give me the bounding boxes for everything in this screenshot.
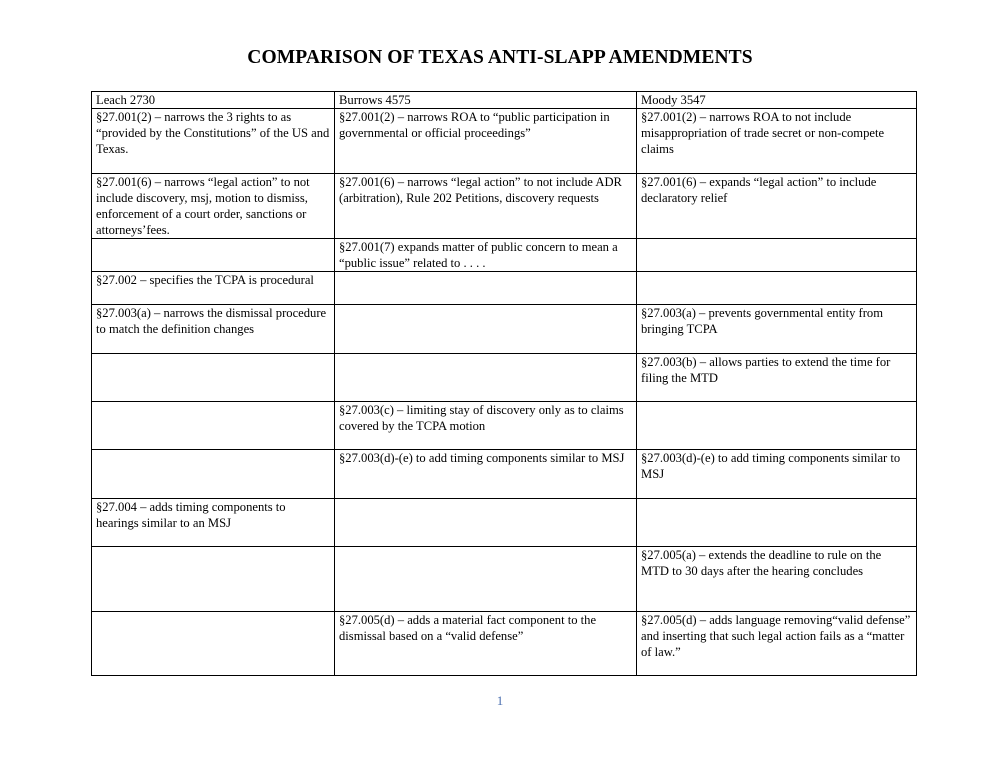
- moody-cell: [637, 239, 917, 272]
- leach-cell: [92, 402, 335, 450]
- table-row: [92, 305, 917, 354]
- page-number: 1: [496, 693, 504, 708]
- column-header-leach: Leach 2730: [92, 92, 335, 109]
- document-title: COMPARISON OF TEXAS ANTI-SLAPP AMENDMENTS: [247, 47, 753, 68]
- burrows-cell: §27.005(d) – adds a material fact component to the dismissal based on a “valid defense”: [335, 612, 637, 676]
- moody-cell: §27.001(2) – narrows ROA to not include misappropriation of trade secret or non-compete claims: [637, 109, 917, 174]
- column-header-moody: Moody 3547: [637, 92, 917, 109]
- table-row: [92, 402, 917, 450]
- moody-cell: §27.003(a) – prevents governmental entity from bringing TCPA: [637, 305, 917, 354]
- leach-cell: §27.002 – specifies the TCPA is procedural: [92, 272, 335, 305]
- leach-cell: [92, 612, 335, 676]
- burrows-cell: [335, 272, 637, 305]
- leach-cell: §27.004 – adds timing components to hearings similar to an MSJ: [92, 499, 335, 547]
- burrows-cell: §27.001(6) – narrows “legal action” to not include ADR (arbitration), Rule 202 Petitions, discovery requests: [335, 174, 637, 239]
- burrows-cell: [335, 354, 637, 402]
- moody-cell: [637, 272, 917, 305]
- table-row: [92, 109, 917, 174]
- table-row: [92, 499, 917, 547]
- moody-cell: §27.005(a) – extends the deadline to rule on the MTD to 30 days after the hearing concludes: [637, 547, 917, 612]
- table-row: [92, 547, 917, 612]
- table-row: [92, 450, 917, 499]
- table-row: [92, 612, 917, 676]
- burrows-cell: §27.003(c) – limiting stay of discovery only as to claims covered by the TCPA motion: [335, 402, 637, 450]
- leach-cell: §27.001(2) – narrows the 3 rights to as “provided by the Constitutions” of the US and Texas.: [92, 109, 335, 174]
- burrows-cell: [335, 305, 637, 354]
- leach-cell: [92, 547, 335, 612]
- leach-cell: [92, 354, 335, 402]
- table-row: [92, 354, 917, 402]
- moody-cell: §27.005(d) – adds language removing“valid defense” and inserting that such legal action fails as a “matter of law.”: [637, 612, 917, 676]
- leach-cell: §27.001(6) – narrows “legal action” to not include discovery, msj, motion to dismiss, enforcement of a court order, sanctions or attorneys’fees.: [92, 174, 335, 239]
- moody-cell: §27.001(6) – expands “legal action” to include declaratory relief: [637, 174, 917, 239]
- moody-cell: §27.003(b) – allows parties to extend the time for filing the MTD: [637, 354, 917, 402]
- burrows-cell: [335, 499, 637, 547]
- moody-cell: [637, 499, 917, 547]
- table-row: [92, 239, 917, 272]
- burrows-cell: §27.001(2) – narrows ROA to “public participation in governmental or official proceedings”: [335, 109, 637, 174]
- table-row: [92, 174, 917, 239]
- burrows-cell: [335, 547, 637, 612]
- burrows-cell: §27.001(7) expands matter of public concern to mean a “public issue” related to . . . .: [335, 239, 637, 272]
- table-row: [92, 272, 917, 305]
- leach-cell: [92, 239, 335, 272]
- leach-cell: §27.003(a) – narrows the dismissal procedure to match the definition changes: [92, 305, 335, 354]
- header-row: [92, 92, 917, 109]
- column-header-burrows: Burrows 4575: [335, 92, 637, 109]
- burrows-cell: §27.003(d)-(e) to add timing components similar to MSJ: [335, 450, 637, 499]
- comparison-table: [91, 91, 917, 676]
- leach-cell: [92, 450, 335, 499]
- moody-cell: [637, 402, 917, 450]
- moody-cell: §27.003(d)-(e) to add timing components similar to MSJ: [637, 450, 917, 499]
